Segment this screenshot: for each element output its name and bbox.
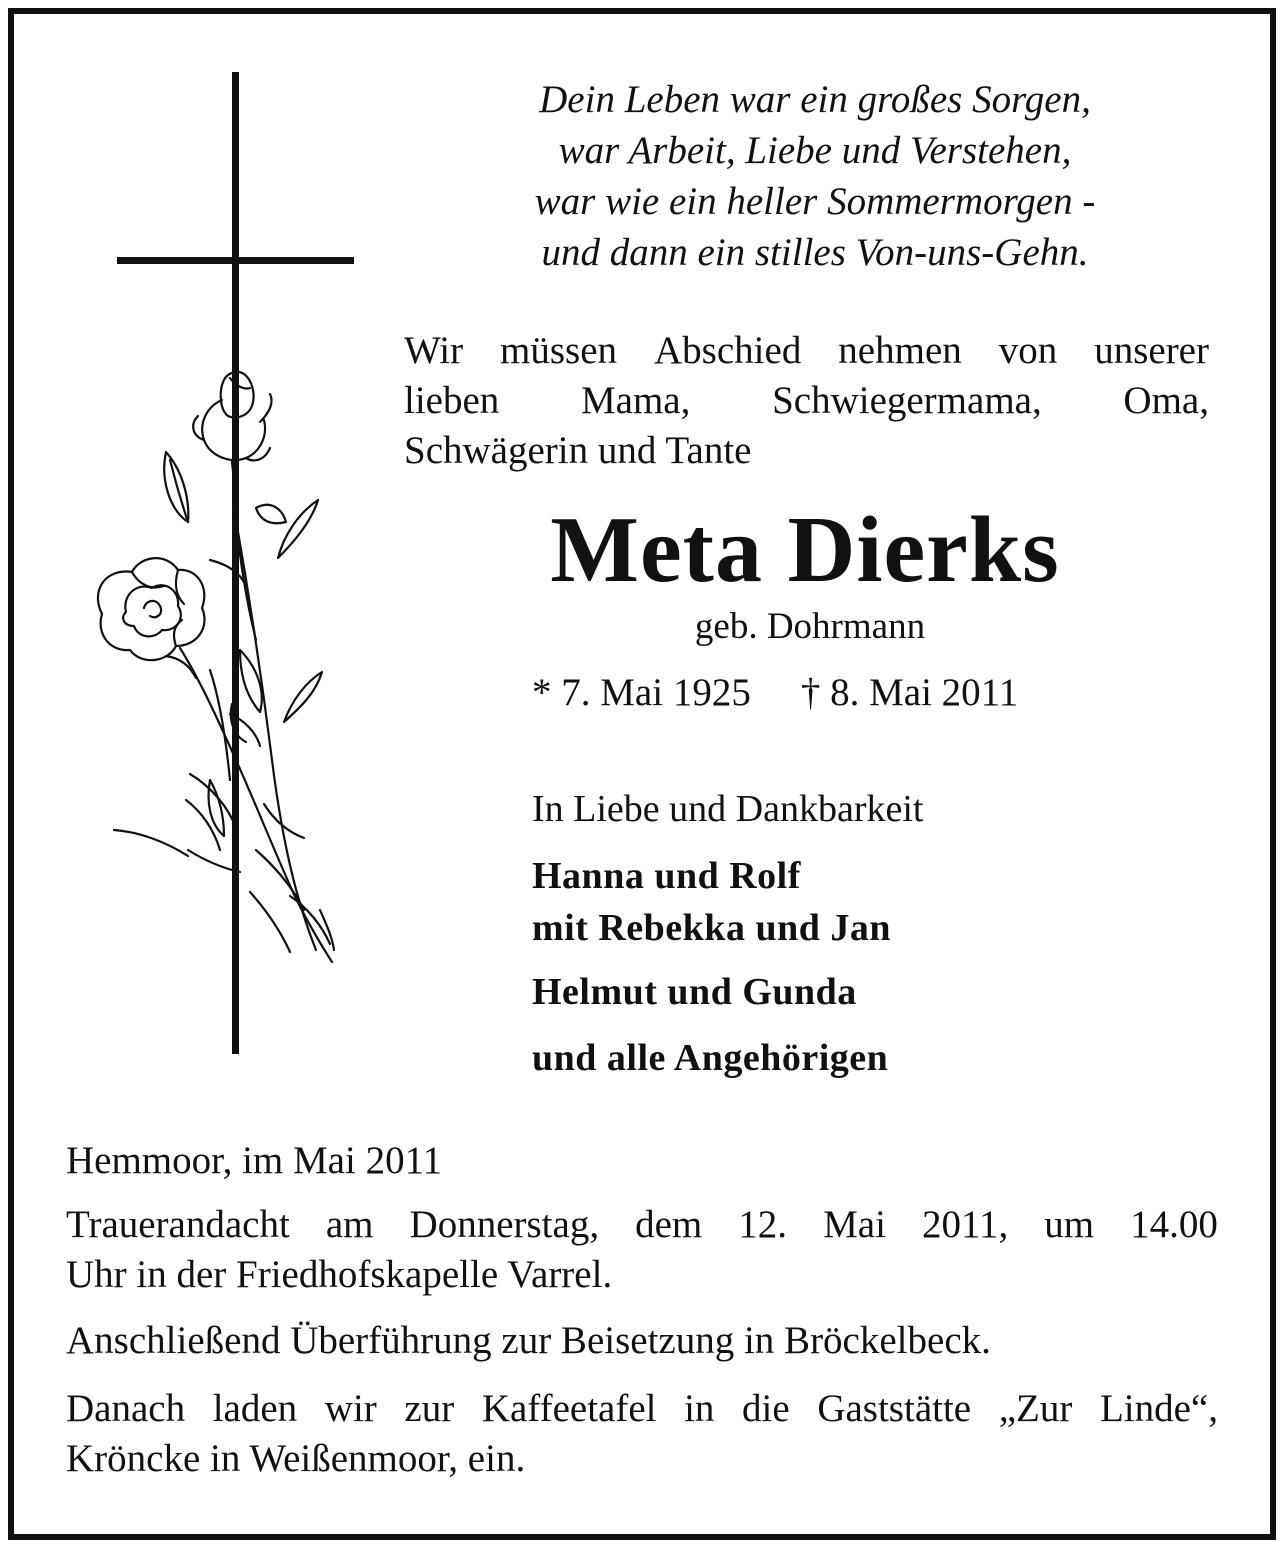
- intro-word: Abschied: [654, 329, 802, 372]
- birth-date: * 7. Mai 1925: [532, 671, 751, 714]
- poem-line: Dein Leben war ein großes Sorgen,: [539, 78, 1091, 121]
- coffee-line-2: Kröncke in Weißenmoor, ein.: [66, 1437, 526, 1480]
- service-line-2: Uhr in der Friedhofskapelle Varrel.: [66, 1253, 613, 1296]
- poem-line: und dann ein stilles Von-uns-Gehn.: [541, 231, 1089, 274]
- poem-line: war Arbeit, Liebe und Verstehen,: [558, 129, 1072, 172]
- birth-name: geb. Dohrmann: [694, 606, 926, 647]
- cross-with-roses-icon: [60, 60, 380, 1070]
- intro-word: von: [998, 329, 1058, 372]
- life-dates: [532, 668, 1092, 718]
- intro-word: Mama,: [580, 379, 691, 422]
- service-info: [66, 1200, 1218, 1300]
- intro-line-3: Schwägerin und Tante: [404, 429, 752, 472]
- family-1-line-2: mit Rebekka und Jan: [532, 907, 891, 949]
- mourners-intro: In Liebe und Dankbarkeit: [532, 788, 924, 830]
- intro-word: nehmen: [838, 329, 962, 372]
- coffee-info: [66, 1384, 1218, 1484]
- death-date: † 8. Mai 2011: [800, 671, 1019, 714]
- place-date: Hemmoor, im Mai 2011: [66, 1139, 443, 1182]
- intro-word: lieben: [404, 379, 500, 422]
- intro-line-2: [404, 376, 1209, 426]
- family-3: und alle Angehörigen: [532, 1037, 889, 1079]
- rose-flower-icon: [98, 372, 334, 962]
- intro-word: müssen: [500, 329, 618, 372]
- family-2: Helmut und Gunda: [532, 971, 857, 1013]
- intro-word: unserer: [1094, 329, 1209, 372]
- deceased-name: Meta Dierks: [550, 498, 1060, 602]
- transfer-info: Anschließend Überführung zur Beisetzung in Bröckelbeck.: [66, 1319, 991, 1362]
- coffee-line-1: Danach laden wir zur Kaffeetafel in die Gaststätte „Zur Linde“,: [66, 1387, 1218, 1430]
- intro-word: Wir: [404, 329, 464, 372]
- intro-line-1: [404, 326, 1209, 376]
- poem-line: war wie ein heller Sommermorgen -: [534, 180, 1096, 223]
- service-line-1: Trauerandacht am Donnerstag, dem 12. Mai 2011, um 14.00: [66, 1203, 1218, 1246]
- intro-word: Schwiegermama,: [772, 379, 1042, 422]
- cross-icon: [117, 72, 354, 1054]
- intro-paragraph: [404, 326, 1209, 476]
- family-1-line-1: Hanna und Rolf: [532, 855, 801, 897]
- intro-word: Oma,: [1123, 379, 1209, 422]
- poem: [420, 74, 1210, 278]
